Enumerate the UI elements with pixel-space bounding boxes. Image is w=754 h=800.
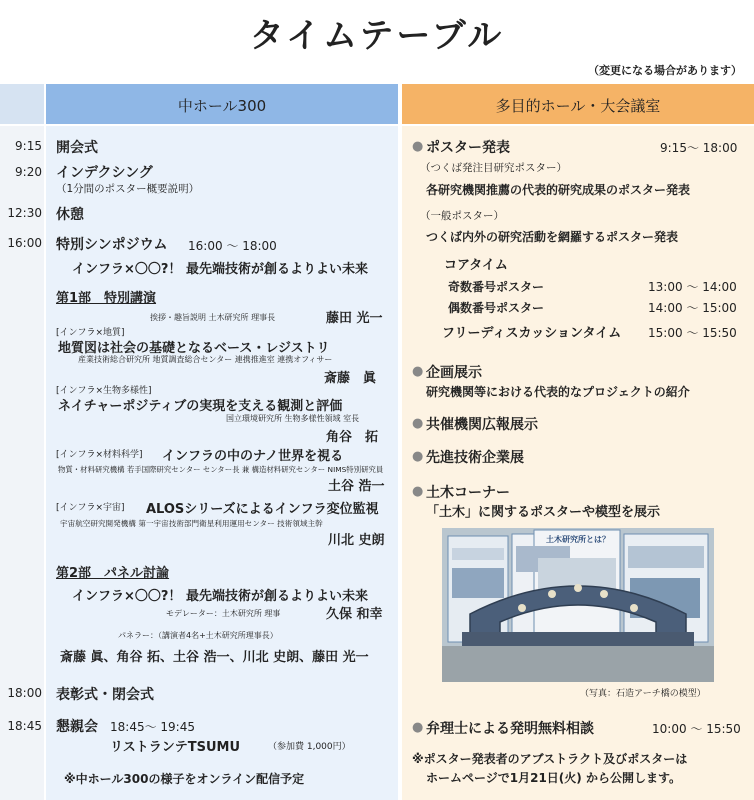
- part1-heading: 第1部 特別講演: [56, 291, 157, 306]
- reception-fee: （参加費 1,000円）: [268, 742, 351, 752]
- bullet-icon: ●: [412, 720, 424, 735]
- time-label: 18:00: [7, 686, 42, 700]
- photo-sign-text: 土木研究所とは？: [546, 535, 610, 544]
- even-posters-time: 14:00 ～ 15:00: [648, 301, 737, 315]
- awards-ceremony: 表彰式・閉会式: [56, 687, 154, 703]
- time-label: 16:00: [7, 236, 42, 250]
- tsukuba-desc: 各研究機関推薦の代表的研究成果のポスター発表: [426, 183, 691, 197]
- moderator-name: 久保 和幸: [326, 607, 383, 622]
- time-label: 18:45: [7, 719, 42, 733]
- talk-affiliation: 宇宙航空研究開発機構 第一宇宙技術部門衛星利用運用センター 技術領域主幹: [60, 519, 323, 528]
- talk-speaker: 斎藤 眞: [324, 371, 377, 386]
- panelist-names: 斎藤 眞、角谷 拓、土谷 浩一、川北 史朗、藤田 光一: [60, 650, 369, 665]
- poster-time: 9:15～ 18:00: [660, 141, 738, 155]
- moderator-role: モデレーター：土木研究所 理事: [166, 609, 281, 618]
- odd-posters: 奇数番号ポスター: [448, 280, 545, 294]
- page-title: タイムテーブル: [249, 16, 505, 56]
- time-column-header: [0, 84, 44, 124]
- talk-tag: [インフラ×宇宙]: [56, 503, 125, 513]
- talk-speaker: 川北 史朗: [328, 533, 385, 548]
- talk-title: ALOSシリーズによるインフラ変位監視: [146, 502, 379, 517]
- part2-heading: 第2部 パネル討論: [56, 566, 170, 581]
- time-label: 9:15: [15, 139, 42, 153]
- talk-title: インフラの中のナノ世界を視る: [162, 449, 344, 464]
- talk-title: 地質図は社会の基礎となるベース・レジストリ: [58, 341, 330, 356]
- civil-corner: 土木コーナー: [426, 485, 510, 501]
- general-desc: つくば内外の研究活動を網羅するポスター発表: [426, 230, 679, 244]
- talk-affiliation: 物質・材料研究機構 若手国際研究センター センター長 兼 構造材料研究センター NIMS特別研究員: [58, 465, 384, 474]
- multi-hall-header: 多目的ホール・大会議室: [495, 97, 661, 115]
- indexing-session: インデクシング: [56, 165, 153, 181]
- talk-tag: [インフラ×生物多様性]: [56, 386, 152, 396]
- bullet-icon: ●: [412, 484, 424, 499]
- advanced-tech-expo: 先進技術企業展: [426, 450, 524, 466]
- project-exhibit: 企画展示: [426, 365, 482, 381]
- core-time-heading: コアタイム: [444, 258, 508, 273]
- time-label: 9:20: [15, 165, 42, 179]
- panelist-role: パネラー：（講演者4名+土木研究所理事長）: [118, 631, 278, 640]
- bullet-icon: ●: [412, 416, 424, 431]
- reception-time: 18:45～ 19:45: [110, 720, 195, 734]
- footnote-line1: ※ポスター発表者のアブストラクト及びポスターは: [412, 752, 688, 766]
- time-label: 12:30: [7, 206, 42, 220]
- pr-exhibit: 共催機関広報展示: [426, 417, 538, 433]
- talk-tag: [インフラ×地質]: [56, 328, 125, 338]
- greeting-role: 挨拶・趣旨説明 土木研究所 理事長: [150, 313, 276, 322]
- indexing-subtitle: （1分間のポスター概要説明）: [56, 183, 200, 195]
- patent-consultation: 弁理士による発明無料相談: [426, 721, 594, 737]
- symposium-title: 特別シンポジウム: [56, 237, 168, 253]
- photo-caption: （写真：石造アーチ橋の模型）: [580, 689, 706, 699]
- tsukuba-label: （つくば発注目研究ポスター）: [420, 162, 567, 174]
- civil-corner-desc: 「土木」に関するポスターや模型を展示: [426, 505, 661, 520]
- change-note: （変更になる場合があります）: [588, 64, 742, 77]
- general-label: （一般ポスター）: [420, 210, 504, 222]
- talk-affiliation: 国立環境研究所 生物多様性領域 室長: [226, 414, 360, 423]
- panel-theme: インフラ×〇〇?！ 最先端技術が創るよりよい未来: [72, 589, 368, 604]
- even-posters: 偶数番号ポスター: [448, 301, 545, 315]
- mid-hall-header: 中ホール300: [177, 97, 267, 115]
- talk-speaker: 角谷 拓: [326, 430, 379, 445]
- reception-venue: リストランテTSUMU: [110, 740, 241, 755]
- arch-bridge-photo: [442, 528, 714, 682]
- free-discussion-time: 15:00 ～ 15:50: [648, 326, 737, 340]
- free-discussion: フリーディスカッションタイム: [442, 326, 622, 341]
- talk-affiliation: 産業技術総合研究所 地質調査総合センター 連携推進室 連携オフィサー: [78, 355, 333, 364]
- footnote-line2: ホームページで1月21日(火) から公開します。: [426, 771, 681, 785]
- bullet-icon: ●: [412, 449, 424, 464]
- opening-ceremony: 開会式: [56, 140, 98, 156]
- online-note: ※中ホール300の様子をオンライン配信予定: [64, 772, 305, 786]
- reception-title: 懇親会: [56, 719, 98, 735]
- bullet-icon: ●: [412, 139, 424, 154]
- talk-speaker: 土谷 浩一: [328, 479, 385, 494]
- symposium-theme: インフラ×〇〇?！ 最先端技術が創るよりよい未来: [72, 262, 368, 277]
- break-item: 休憩: [56, 207, 84, 223]
- poster-session: ポスター発表: [426, 140, 510, 156]
- project-desc: 研究機関等における代表的なプロジェクトの紹介: [426, 385, 690, 399]
- greeting-name: 藤田 光一: [326, 311, 383, 326]
- symposium-time: 16:00 ～ 18:00: [188, 239, 277, 253]
- odd-posters-time: 13:00 ～ 14:00: [648, 280, 737, 294]
- bullet-icon: ●: [412, 364, 424, 379]
- talk-title: ネイチャーポジティブの実現を支える観測と評価: [58, 399, 343, 414]
- patent-time: 10:00 ～ 15:50: [652, 722, 741, 736]
- talk-tag: [インフラ×材料科学]: [56, 450, 143, 460]
